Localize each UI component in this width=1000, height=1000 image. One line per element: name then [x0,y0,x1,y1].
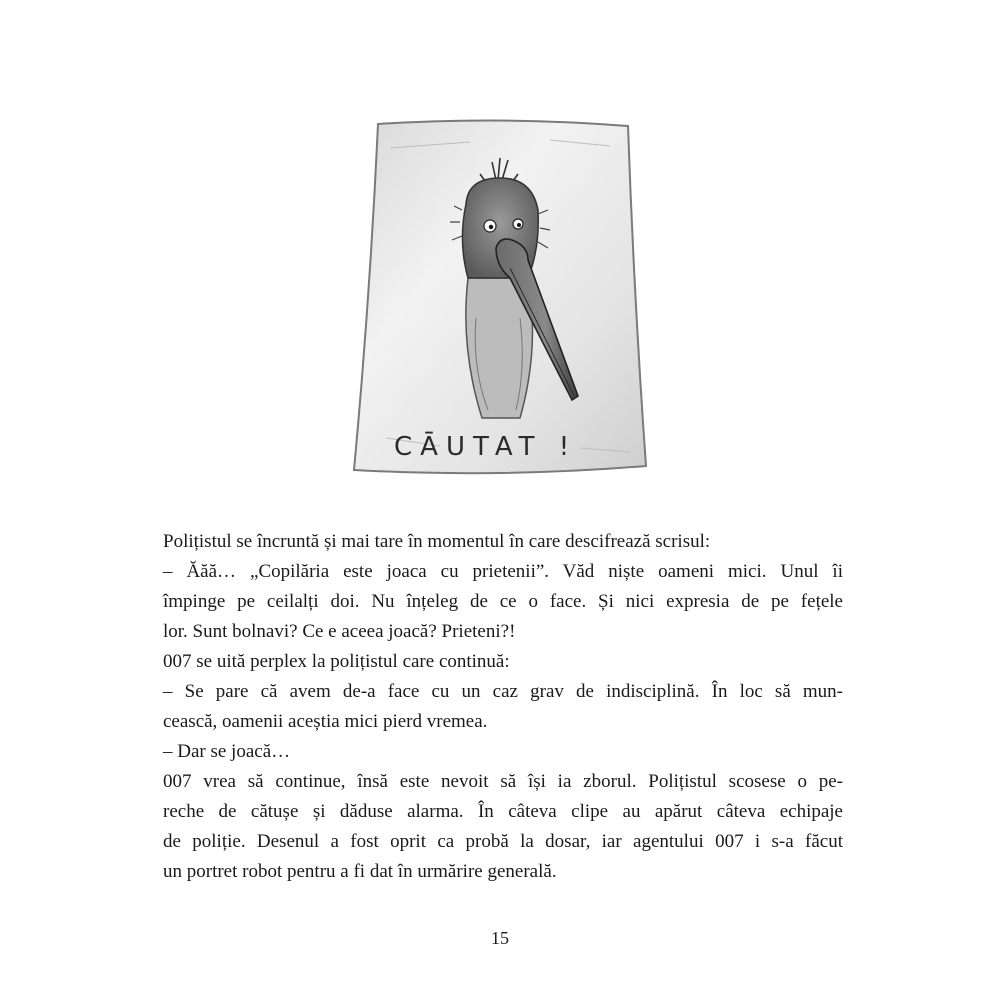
wanted-poster-illustration [350,118,650,480]
story-line: împinge pe ceilalți doi. Nu înțeleg de ce o face. Și nici expresia de pe fețele [163,591,843,612]
story-line: 007 se uită perplex la polițistul care continuă: [163,651,510,672]
story-line: – Se pare că avem de-a face cu un caz grav de indisciplină. În loc să mun- [163,681,843,702]
story-line: Polițistul se încruntă și mai tare în momentul în care descifrează scrisul: [163,531,711,552]
story-line: – Ăăă… „Copilăria este joaca cu prietenii”. Văd niște oameni mici. Unul îi [163,561,843,582]
wanted-poster-drawing [350,118,650,480]
page-number: 15 [491,928,509,948]
story-line: reche de cătușe și dăduse alarma. În câteva clipe au apărut câteva echipaje [163,801,843,822]
poster-caption: CĀUTAT ! [394,432,578,462]
story-line: 007 vrea să continue, însă este nevoit să își ia zborul. Polițistul scosese o pe- [163,771,843,792]
story-line: de poliție. Desenul a fost oprit ca probă la dosar, iar agentului 007 i s-a făcut [163,831,843,852]
story-line: lor. Sunt bolnavi? Ce e aceea joacă? Prieteni?! [163,621,516,642]
story-line: cească, oamenii aceștia mici pierd vremea. [163,711,488,732]
story-line: un portret robot pentru a fi dat în urmărire generală. [163,861,557,882]
story-line: – Dar se joacă… [163,741,291,762]
story-text [163,527,843,887]
